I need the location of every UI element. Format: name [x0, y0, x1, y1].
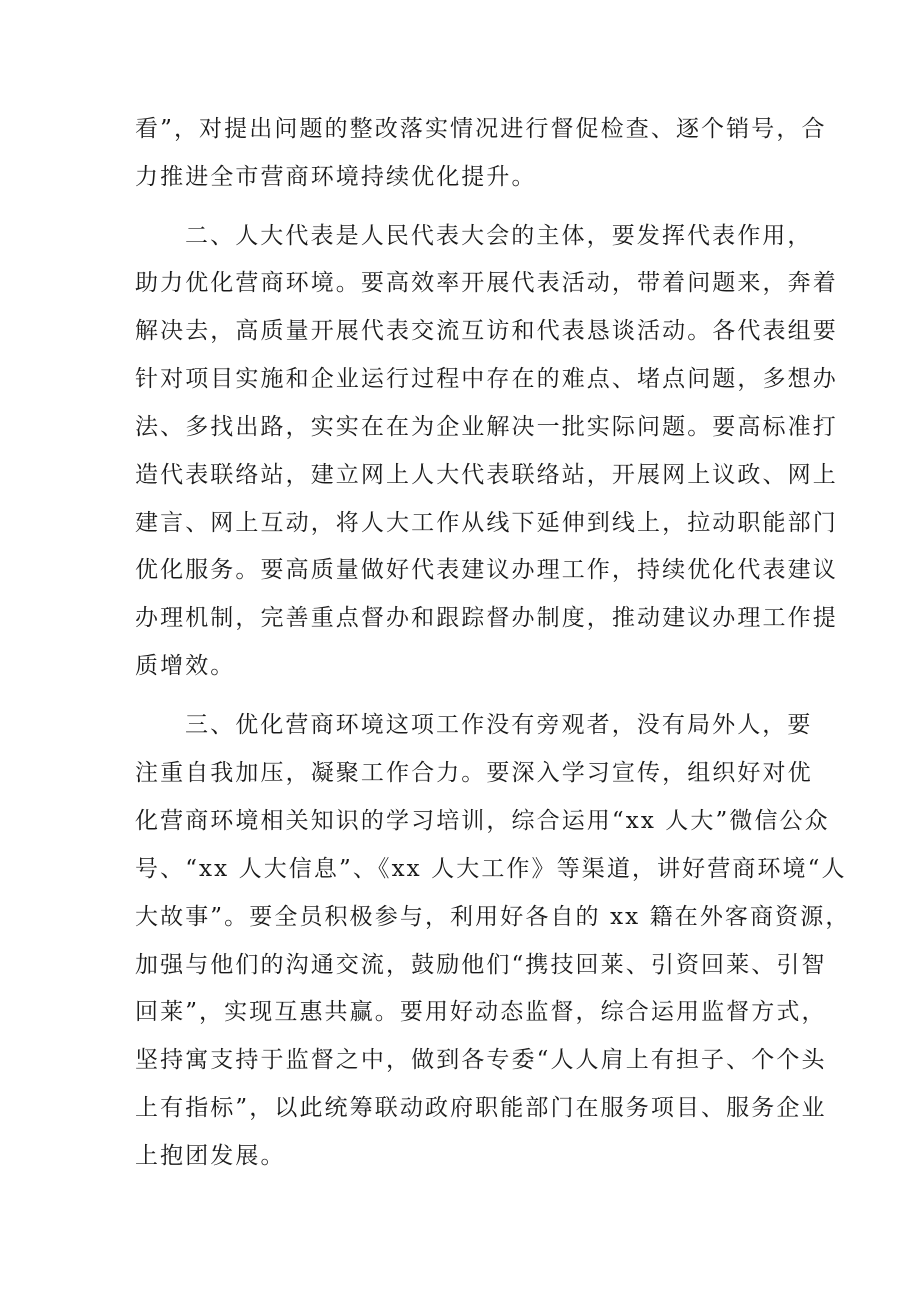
paragraph-3-line-3: 化营商环境相关知识的学习培训，综合运用“xx 人大”微信公众 — [135, 808, 830, 834]
paragraph-3-line-6: 加强与他们的沟通交流，鼓励他们“携技回莱、引资回莱、引智 — [135, 952, 827, 978]
paragraph-2-line-1: 二、人大代表是人民代表大会的主体，要发挥代表作用， — [185, 223, 813, 249]
paragraph-3-line-10: 上抱团发展。 — [135, 1143, 286, 1169]
paragraph-2-line-5: 法、多找出路，实实在在为企业解决一批实际问题。要高标准打 — [135, 414, 838, 440]
paragraph-3-line-2: 注重自我加压，凝聚工作合力。要深入学习宣传，组织好对优 — [135, 760, 813, 786]
paragraph-1-line-2: 力推进全市营商环境持续优化提升。 — [135, 164, 537, 190]
paragraph-2-line-7: 建言、网上互动，将人大工作从线下延伸到线上，拉动职能部门 — [135, 510, 838, 536]
paragraph-3-line-7: 回莱”，实现互惠共赢。要用好动态监督，综合运用监督方式， — [135, 999, 827, 1025]
paragraph-2-line-9: 办理机制，完善重点督办和跟踪督办制度，推动建议办理工作提 — [135, 605, 838, 631]
paragraph-2-line-2: 助力优化营商环境。要高效率开展代表活动，带着问题来，奔着 — [135, 270, 838, 296]
paragraph-3-line-5: 大故事”。要全员积极参与，利用好各自的 xx 籍在外客商资源， — [135, 904, 851, 930]
paragraph-3-line-8: 坚持寓支持于监督之中，做到各专委“人人肩上有担子、个个头 — [135, 1047, 827, 1073]
paragraph-1-line-1: 看”，对提出问题的整改落实情况进行督促检查、逐个销号，合 — [135, 116, 827, 142]
paragraph-2-line-10: 质增效。 — [135, 653, 236, 679]
paragraph-3-line-4: 号、“xx 人大信息”、《xx 人大工作》等渠道，讲好营商环境“人 — [135, 856, 847, 882]
paragraph-2-line-4: 针对项目实施和企业运行过程中存在的难点、堵点问题，多想办 — [135, 366, 838, 392]
paragraph-3-line-9: 上有指标”，以此统筹联动政府职能部门在服务项目、服务企业 — [135, 1095, 827, 1121]
paragraph-2-line-3: 解决去，高质量开展代表交流互访和代表恳谈活动。各代表组要 — [135, 318, 838, 344]
paragraph-2-line-8: 优化服务。要高质量做好代表建议办理工作，持续优化代表建议 — [135, 557, 838, 583]
paragraph-3-line-1: 三、优化营商环境这项工作没有旁观者，没有局外人，要 — [185, 712, 813, 738]
paragraph-2-line-6: 造代表联络站，建立网上人大代表联络站，开展网上议政、网上 — [135, 462, 838, 488]
